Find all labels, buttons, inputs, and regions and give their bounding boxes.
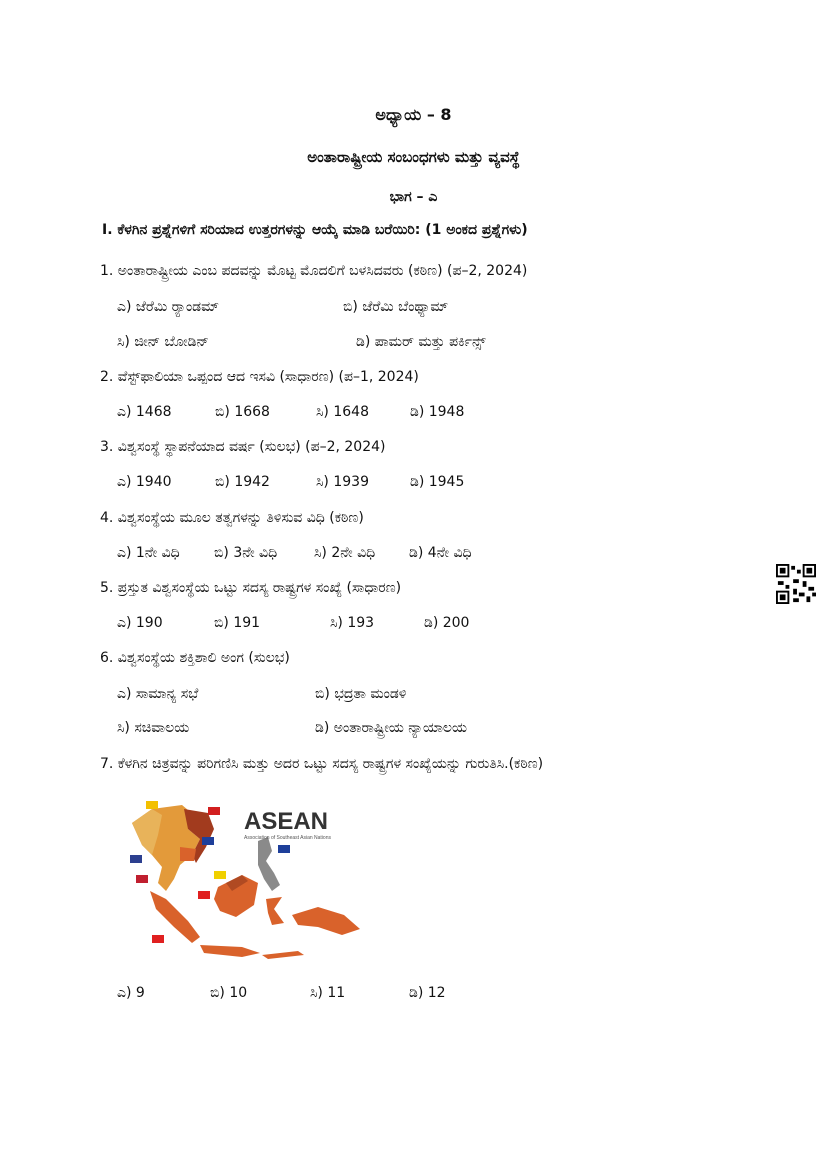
q4-option-d: ಡಿ) 4ನೇ ವಿಧಿ <box>409 545 472 561</box>
q1-option-a: ಎ) ಜೆರೆಮಿ ರ್‍ಯಾಂಡಮ್ <box>117 299 219 315</box>
q2-option-c: ಸಿ) 1648 <box>316 404 369 420</box>
q7-option-d: ಡಿ) 12 <box>409 985 446 1001</box>
flag-laos <box>202 837 214 845</box>
qr-code-icon[interactable] <box>776 564 816 604</box>
asean-logo-subtext: Association of Southeast Asian Nations <box>244 835 331 841</box>
flag-singapore <box>198 891 210 899</box>
asean-logo-text: ASEAN <box>244 808 329 835</box>
question-6: 6. ವಿಶ್ವಸಂಸ್ಥೆಯ ಶಕ್ತಿಶಾಲಿ ಅಂಗ (ಸುಲಭ) <box>100 650 290 666</box>
flag-myanmar <box>146 801 158 809</box>
q4-option-a: ಎ) 1ನೇ ವಿಧಿ <box>117 545 180 561</box>
q6-option-c: ಸಿ) ಸಚಿವಾಲಯ <box>117 720 190 736</box>
q1-option-d: ಡಿ) ಪಾಮರ್ ಮತ್ತು ಪರ್ಕಿನ್ಸ್ <box>356 334 486 350</box>
instruction: I. ಕೆಳಗಿನ ಪ್ರಶ್ನೆಗಳಿಗೆ ಸರಿಯಾದ ಉತ್ತರಗಳನ್ನು ಆಯ್ಕೆ ಮಾಡಿ ಬರೆಯಿರಿ: (1 ಅಂಕದ ಪ್ರಶ್ನೆಗಳು) <box>102 222 528 238</box>
chapter-name: ಅಂತಾರಾಷ್ಟ್ರೀಯ ಸಂಬಂಧಗಳು ಮತ್ತು ವ್ಯವಸ್ಥೆ <box>307 148 520 166</box>
q1-option-b: ಬಿ) ಜೆರೆಮಿ ಬೆಂಥ್ಯಾಮ್ <box>343 299 449 315</box>
chapter-title: ಅಧ್ಯಾಯ – 8 <box>375 105 452 124</box>
asean-map-image <box>122 795 366 969</box>
q3-option-c: ಸಿ) 1939 <box>316 474 369 490</box>
flag-brunei <box>214 871 226 879</box>
q3-option-a: ಎ) 1940 <box>117 474 172 490</box>
q7-option-c: ಸಿ) 11 <box>310 985 346 1001</box>
q5-option-a: ಎ) 190 <box>117 615 163 631</box>
q1-option-c: ಸಿ) ಜೀನ್ ಬೋಡಿನ್ <box>117 334 209 350</box>
q4-option-b: ಬಿ) 3ನೇ ವಿಧಿ <box>214 545 278 561</box>
question-1: 1. ಅಂತಾರಾಷ್ಟ್ರೀಯ ಎಂಬ ಪದವನ್ನು ಮೊಟ್ಟ ಮೊದಲಿಗೆ ಬಳಸಿದವರು (ಕಠಿಣ) (ಪ–2, 2024) <box>100 263 528 279</box>
flag-indonesia <box>152 935 164 943</box>
q3-option-d: ಡಿ) 1945 <box>410 474 465 490</box>
question-3: 3. ವಿಶ್ವಸಂಸ್ಥೆ ಸ್ಥಾಪನೆಯಾದ ವರ್ಷ (ಸುಲಭ) (ಪ–2, 2024) <box>100 439 386 455</box>
q5-option-b: ಬಿ) 191 <box>214 615 261 631</box>
q2-option-a: ಎ) 1468 <box>117 404 172 420</box>
flag-philippines <box>278 845 290 853</box>
q5-option-c: ಸಿ) 193 <box>330 615 375 631</box>
section-label: ಭಾಗ – ಎ <box>389 189 438 205</box>
q3-option-b: ಬಿ) 1942 <box>215 474 270 490</box>
q5-option-d: ಡಿ) 200 <box>424 615 470 631</box>
cambodia-region <box>180 847 196 861</box>
question-7: 7. ಕೆಳಗಿನ ಚಿತ್ರವನ್ನು ಪರಿಗಣಿಸಿ ಮತ್ತು ಅದರ ಒಟ್ಟು ಸದಸ್ಯ ರಾಷ್ಟ್ರಗಳ ಸಂಖ್ಯೆಯನ್ನು ಗುರುತಿಸಿ.(ಕಠಿಣ) <box>100 756 544 772</box>
question-4: 4. ವಿಶ್ವಸಂಸ್ಥೆಯ ಮೂಲ ತತ್ವಗಳನ್ನು ತಿಳಿಸುವ ವಿಧಿ (ಕಠಿಣ) <box>100 510 364 526</box>
q7-option-b: ಬಿ) 10 <box>210 985 248 1001</box>
q7-option-a: ಎ) 9 <box>117 985 145 1001</box>
q6-option-b: ಬಿ) ಭದ್ರತಾ ಮಂಡಳಿ <box>315 686 407 702</box>
q2-option-d: ಡಿ) 1948 <box>410 404 465 420</box>
q6-option-d: ಡಿ) ಅಂತಾರಾಷ್ಟ್ರೀಯ ನ್ಯಾಯಾಲಯ <box>315 720 467 736</box>
flag-malaysia <box>136 875 148 883</box>
q6-option-a: ಎ) ಸಾಮಾನ್ಯ ಸಭೆ <box>117 686 199 702</box>
question-2: 2. ವೆಸ್ಟ್‌ಫಾಲಿಯಾ ಒಪ್ಪಂದ ಆದ ಇಸವಿ (ಸಾಧಾರಣ) (ಪ–1, 2024) <box>100 369 419 385</box>
flag-thailand <box>130 855 142 863</box>
q4-option-c: ಸಿ) 2ನೇ ವಿಧಿ <box>314 545 376 561</box>
question-5: 5. ಪ್ರಸ್ತುತ ವಿಶ್ವಸಂಸ್ಥೆಯ ಒಟ್ಟು ಸದಸ್ಯ ರಾಷ್ಟ್ರಗಳ ಸಂಖ್ಯೆ (ಸಾಧಾರಣ) <box>100 580 402 596</box>
flag-vietnam <box>208 807 220 815</box>
q2-option-b: ಬಿ) 1668 <box>215 404 270 420</box>
